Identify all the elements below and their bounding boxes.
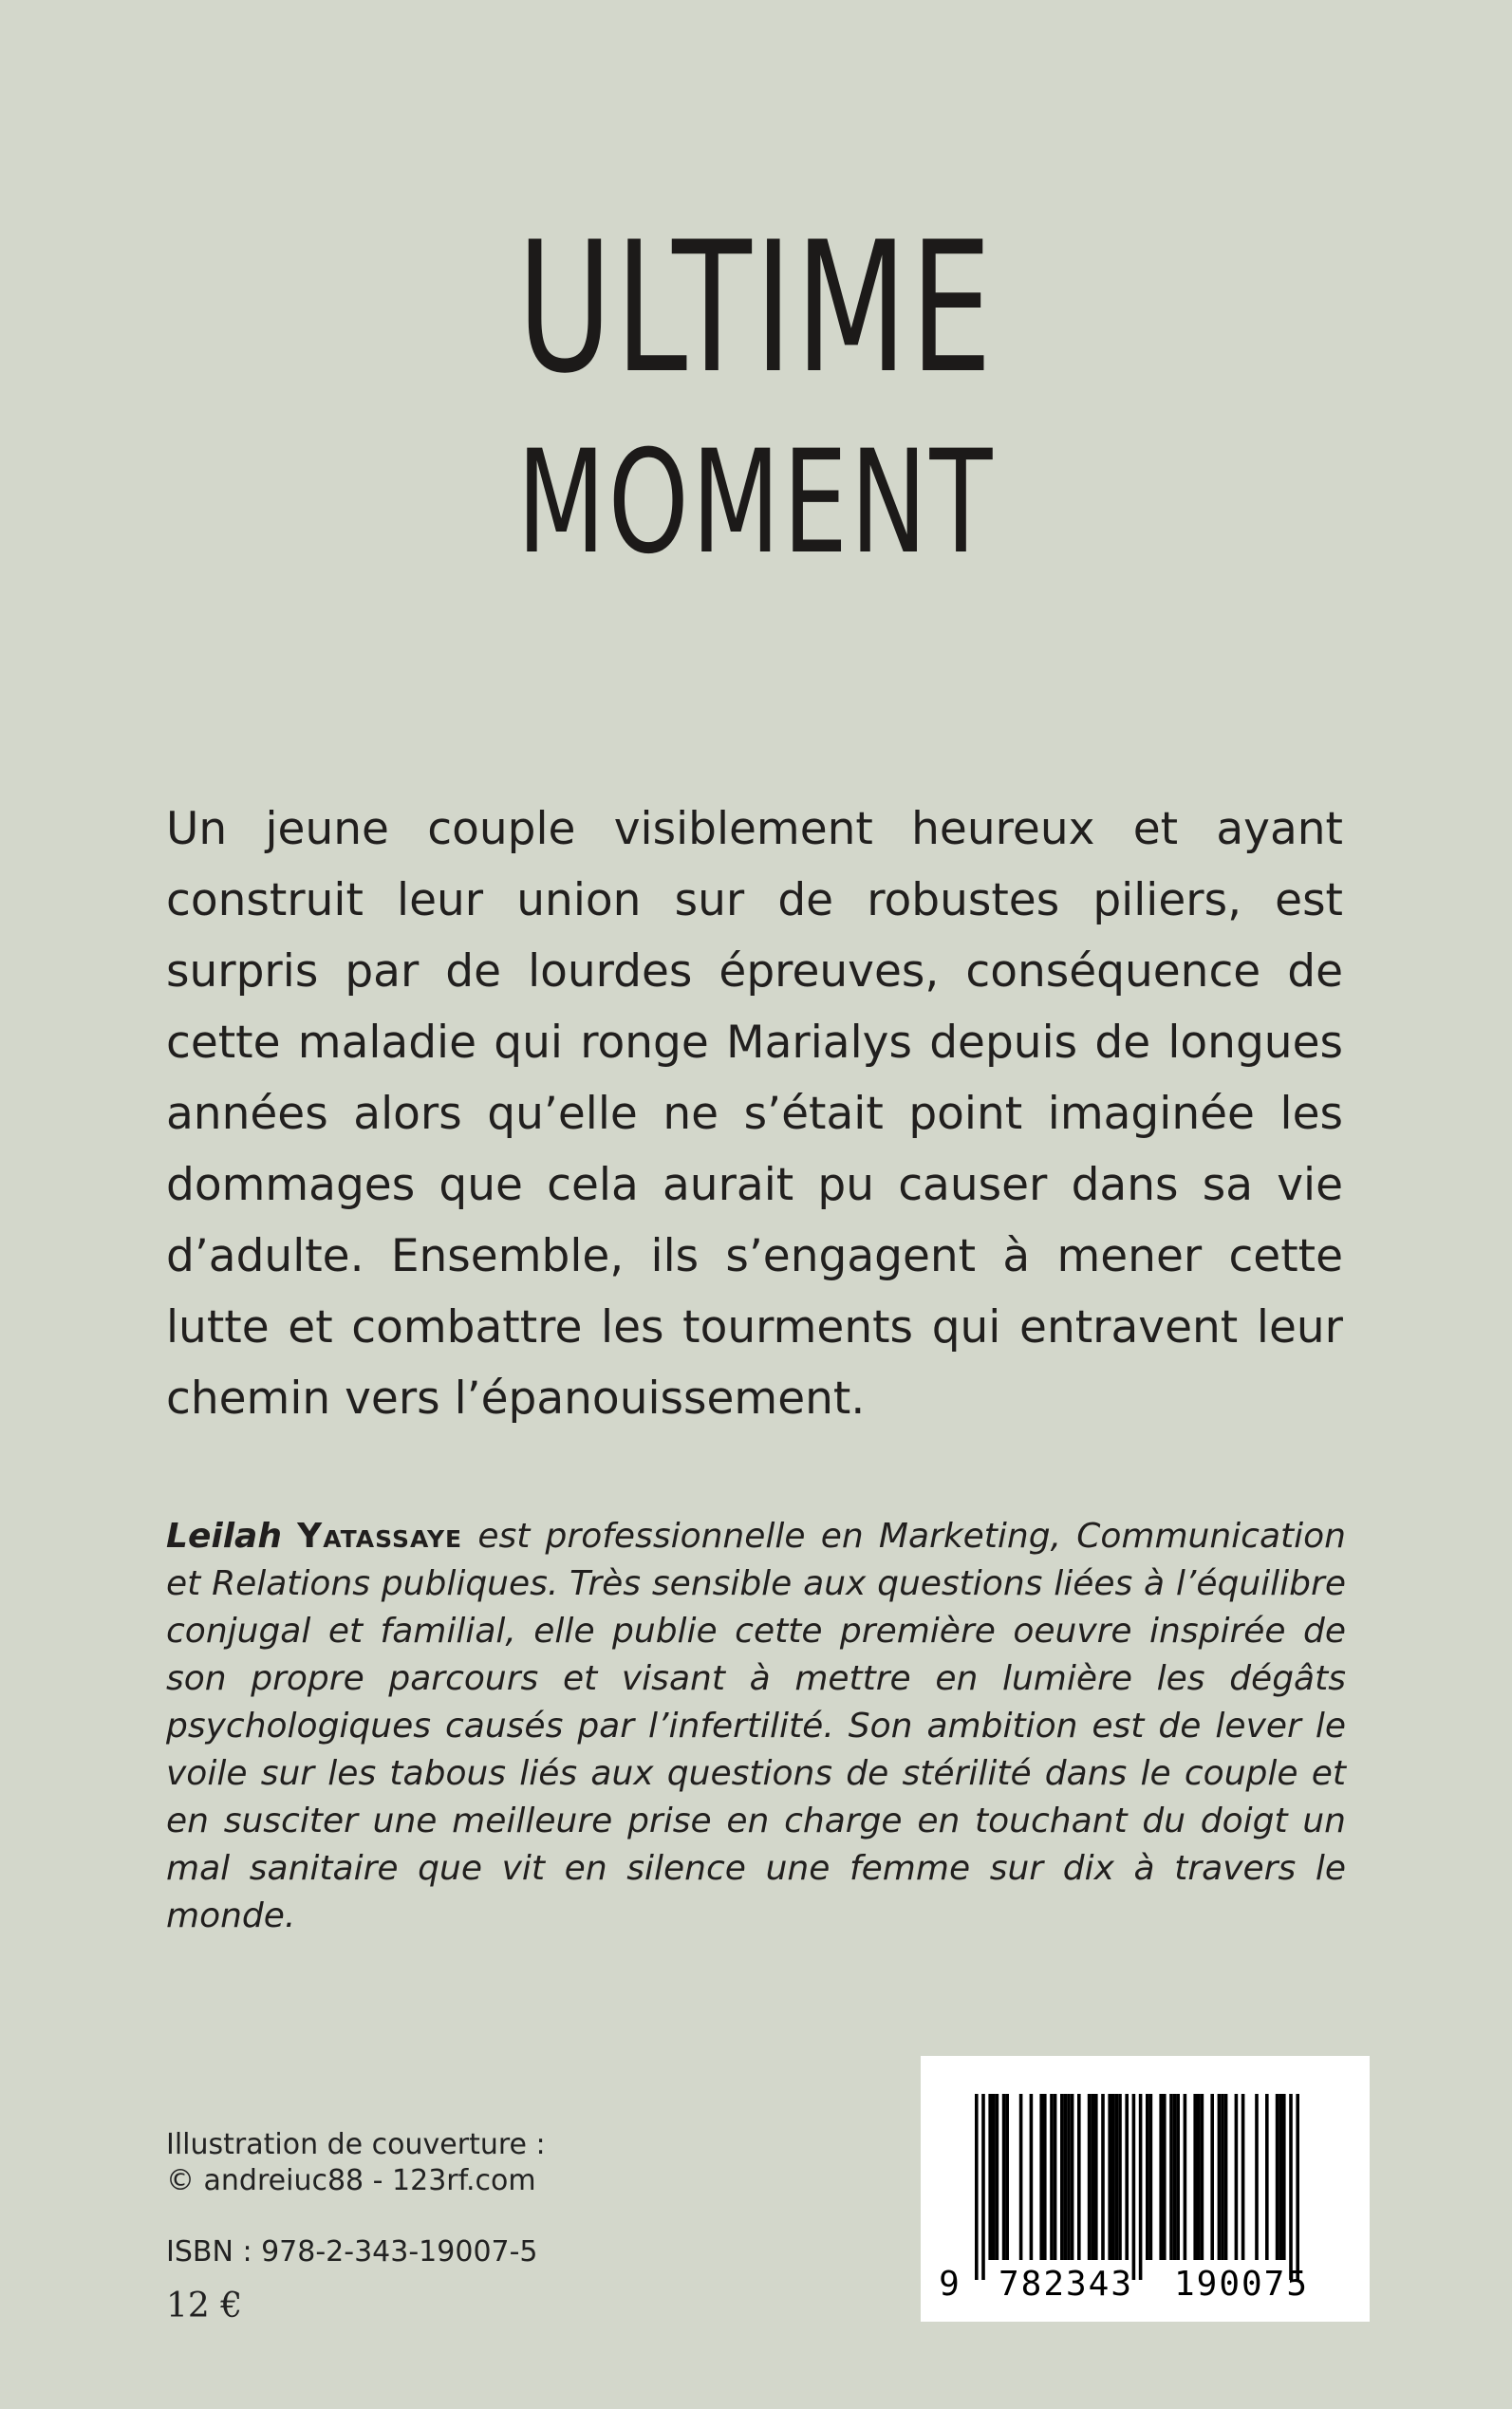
barcode-bar bbox=[1173, 2094, 1177, 2260]
barcode-bar bbox=[1255, 2094, 1259, 2260]
book-title-line2: MOMENT bbox=[516, 420, 996, 586]
barcode-bar bbox=[1149, 2094, 1153, 2260]
barcode-bar bbox=[1197, 2094, 1201, 2260]
barcode-bar bbox=[988, 2094, 992, 2260]
barcode-bar bbox=[1218, 2094, 1222, 2260]
barcode-bar bbox=[1094, 2094, 1098, 2260]
barcode-bar bbox=[1146, 2094, 1149, 2260]
barcode-bar bbox=[981, 2094, 985, 2280]
barcode-bars bbox=[975, 2094, 1299, 2280]
barcode-bar bbox=[1077, 2094, 1081, 2260]
barcode-bar bbox=[1071, 2094, 1074, 2260]
barcode-bar bbox=[1210, 2094, 1214, 2260]
barcode-bar bbox=[1060, 2094, 1064, 2260]
barcode-bar bbox=[1184, 2094, 1187, 2260]
barcode-bar bbox=[1289, 2094, 1293, 2280]
book-title-line1: ULTIME bbox=[516, 203, 996, 413]
barcode-graphic bbox=[921, 2056, 1370, 2322]
barcode-bar bbox=[1111, 2094, 1115, 2260]
barcode-bar bbox=[1241, 2094, 1245, 2260]
barcode-bar bbox=[1193, 2094, 1197, 2260]
barcode-left-digits: 782343 bbox=[998, 2265, 1134, 2304]
barcode-bar bbox=[1043, 2094, 1047, 2260]
author-first-name: Leilah bbox=[166, 1517, 282, 1556]
barcode-bar bbox=[1221, 2094, 1224, 2260]
barcode-bar bbox=[1169, 2094, 1173, 2260]
barcode-bar bbox=[1108, 2094, 1111, 2260]
barcode-bar bbox=[1064, 2094, 1068, 2260]
cover-credit bbox=[166, 2127, 546, 2199]
cover-credit-source: © andreiuc88 - 123rf.com bbox=[166, 2164, 536, 2197]
barcode-bar bbox=[1224, 2094, 1228, 2260]
barcode bbox=[921, 2056, 1370, 2322]
barcode-bar bbox=[1201, 2094, 1204, 2260]
barcode-bar bbox=[1176, 2094, 1180, 2260]
barcode-bar bbox=[1030, 2094, 1034, 2260]
barcode-bar bbox=[1235, 2094, 1239, 2260]
barcode-bar bbox=[1279, 2094, 1282, 2260]
price: 12 € bbox=[166, 2287, 243, 2325]
barcode-bar bbox=[1265, 2094, 1269, 2260]
barcode-bar bbox=[1050, 2094, 1054, 2260]
barcode-first-digit: 9 bbox=[939, 2265, 960, 2304]
barcode-bar bbox=[1067, 2094, 1071, 2260]
barcode-bar bbox=[1091, 2094, 1094, 2260]
barcode-bar bbox=[1115, 2094, 1119, 2260]
synopsis-paragraph: Un jeune couple visiblement heureux et ayant construit leur union sur de robustes piliers, est surpris par de lourdes épreuves, conséquence de cette maladie qui ronge Marialys depuis de longues années alors qu’elle ne s’était point imaginée les dommages que cela aurait pu causer dans sa vie d’adulte. Ensemble, ils s’engagent à mener cette lutte et combattre les tourments qui entravent leur chemin vers l’épanouissement. bbox=[166, 803, 1343, 1425]
barcode-bar bbox=[1019, 2094, 1023, 2260]
isbn: ISBN : 978-2-343-19007-5 bbox=[166, 2235, 538, 2269]
author-bio bbox=[166, 1513, 1346, 1940]
barcode-bar bbox=[1159, 2094, 1163, 2260]
barcode-bar bbox=[1296, 2094, 1299, 2280]
barcode-bar bbox=[1039, 2094, 1043, 2260]
barcode-bar bbox=[992, 2094, 996, 2260]
author-bio-text: est professionnelle en Marketing, Communication et Relations publiques. Très sensible aux questions liées à l’équilibre conjugal et familial, elle publie cette première oeuvre inspirée de son propre parcours et visant à mettre en lumière les dégâts psychologiques causés par l’infertilité. Son ambition est de lever le voile sur les tabous liés aux questions de stérilité dans le couple et en susciter une meilleure prise en charge en touchant du doigt un mal sanitaire que vit en silence une femme sur dix à travers le monde. bbox=[166, 1517, 1346, 1935]
barcode-bar bbox=[1282, 2094, 1286, 2260]
barcode-bar bbox=[1002, 2094, 1006, 2260]
barcode-bar bbox=[1101, 2094, 1105, 2260]
barcode-bar bbox=[1139, 2094, 1143, 2280]
barcode-bar bbox=[996, 2094, 999, 2260]
barcode-right-digits: 190075 bbox=[1173, 2265, 1310, 2304]
barcode-bar bbox=[1132, 2094, 1136, 2280]
barcode-bar bbox=[1088, 2094, 1092, 2260]
barcode-bar bbox=[1125, 2094, 1129, 2260]
barcode-bar bbox=[1054, 2094, 1057, 2260]
barcode-bar bbox=[1118, 2094, 1122, 2260]
author-last-name: Yatassaye bbox=[297, 1517, 463, 1556]
barcode-bar bbox=[975, 2094, 979, 2280]
barcode-bar bbox=[1276, 2094, 1279, 2260]
cover-credit-label: Illustration de couverture : bbox=[166, 2128, 546, 2161]
barcode-bar bbox=[1005, 2094, 1009, 2260]
barcode-bar bbox=[1163, 2094, 1167, 2260]
